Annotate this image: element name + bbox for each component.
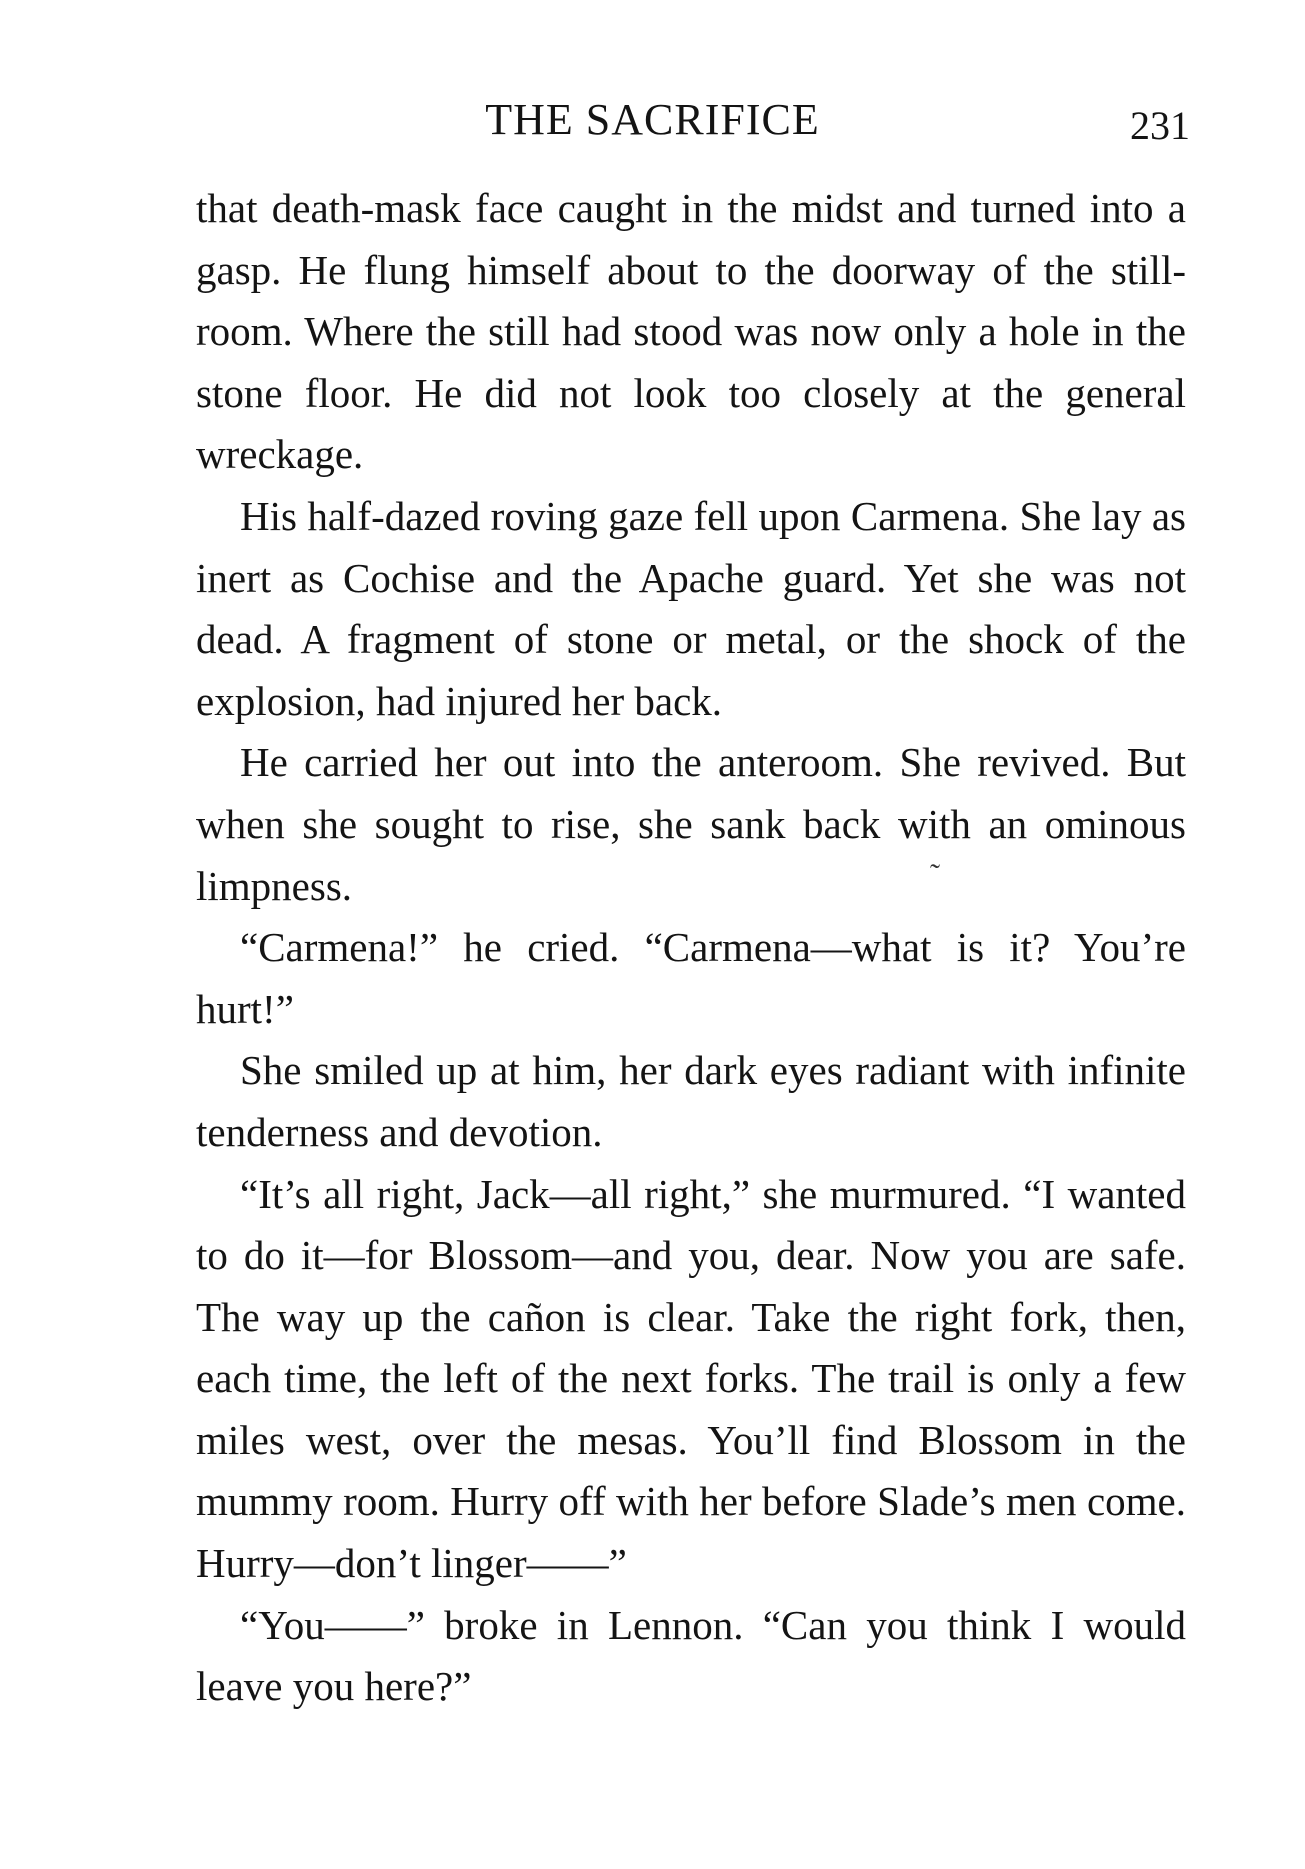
running-title: THE SACRIFICE <box>485 95 820 144</box>
paragraph: She smiled up at him, her dark eyes radiant with infinite tenderness and devotion. <box>196 1047 1186 1155</box>
page-number: 231 <box>1130 103 1190 148</box>
paragraph: He carried her out into the anteroom. She revived. But when she sought to rise, she sank back with an ominous limpness. <box>196 739 1186 909</box>
paragraph: “Carmena!” he cried. “Carmena—what is it? You’re hurt!” <box>196 924 1186 1032</box>
paragraph-continued: that death-mask face caught in the midst and turned into a gasp. He flung himself about to the doorway of the still-room. Where the still had stood was now only a hole in the stone floor. He did not look too closely at the general wreckage. <box>196 185 1186 478</box>
paragraph: “You——” broke in Lennon. “Can you think I would leave you here?” <box>196 1601 1186 1710</box>
paragraph: His half-dazed roving gaze fell upon Carmena. She lay as inert as Cochise and the Apache guard. Yet she was not dead. A fragment of stone or metal, or the shock of the explosion, had injured her back. <box>196 492 1186 724</box>
ink-speck-mark: ˜ <box>930 858 940 891</box>
body-text <box>196 178 1186 1718</box>
paragraph: “It’s all right, Jack—all right,” she murmured. “I wanted to do it—for Blossom—and you, dear. Now you are safe. The way up the cañon is clear. Take the right fork, then, each time, the left of the next forks. The trail is only a few miles west, over the mesas. You’ll find Blossom in the mummy room. Hurry off with her before Slade’s men come. Hurry—don’t linger——” <box>196 1170 1186 1587</box>
page-header <box>0 92 1305 148</box>
